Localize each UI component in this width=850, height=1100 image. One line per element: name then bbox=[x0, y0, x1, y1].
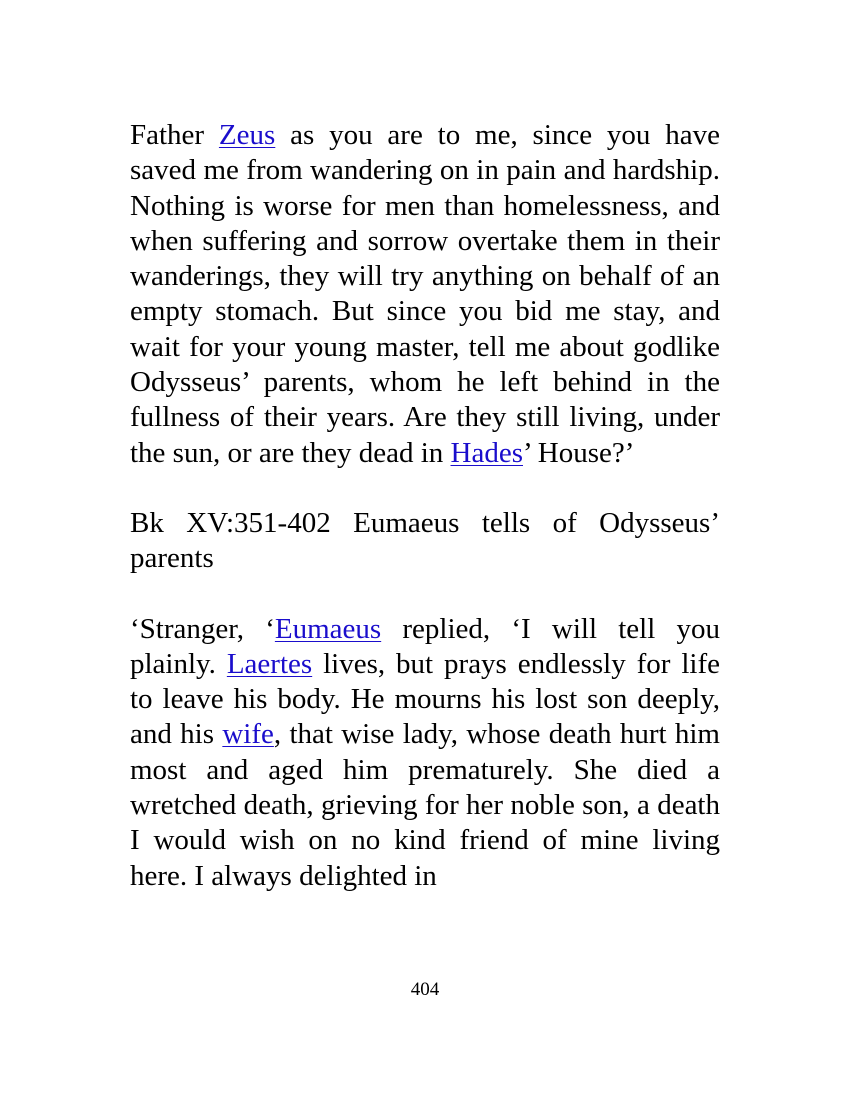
link-eumaeus[interactable]: Eumaeus bbox=[274, 612, 382, 645]
link-zeus[interactable]: Zeus bbox=[218, 119, 276, 151]
paragraph-father-zeus bbox=[130, 118, 720, 471]
text-run: , that wise lady, whose death hurt him most and aged him prematurely. She died a wretched death, grieving for her noble son, a death I would wish on no kind friend of mine living here. I always delighted in bbox=[130, 718, 720, 892]
page-body bbox=[130, 118, 720, 894]
section-heading: Bk XV:351-402 Eumaeus tells of Odysseus’ parents bbox=[130, 506, 720, 575]
link-wife[interactable]: wife bbox=[222, 718, 274, 751]
text-run: lives, but prays endlessly for life to leave his body. He mourns his lost son deeply, and his bbox=[130, 647, 720, 751]
text-run: replied, ‘I will tell you plainly. bbox=[130, 612, 720, 680]
link-hades[interactable]: Hades bbox=[450, 436, 523, 469]
text-run: ’ House?’ bbox=[523, 436, 635, 469]
text-run: Father bbox=[130, 119, 219, 151]
paragraph-stranger bbox=[130, 612, 720, 894]
text-run: as you are to me, since you have saved me from wandering on in pain and hardship. Nothing is worse for men than homelessness, and when suffering and sorrow overtake them in their wanderings, they will try anything on behalf of an empty stomach. But since you bid me stay, and wait for your young master, tell me about godlike Odysseus’ parents, whom he left behind in the fullness of their years. Are they still living, under the sun, or are they dead in bbox=[130, 119, 721, 469]
page-number: 404 bbox=[410, 979, 440, 1000]
link-laertes[interactable]: Laertes bbox=[226, 647, 313, 680]
text-run: ‘Stranger, ‘ bbox=[130, 612, 275, 645]
